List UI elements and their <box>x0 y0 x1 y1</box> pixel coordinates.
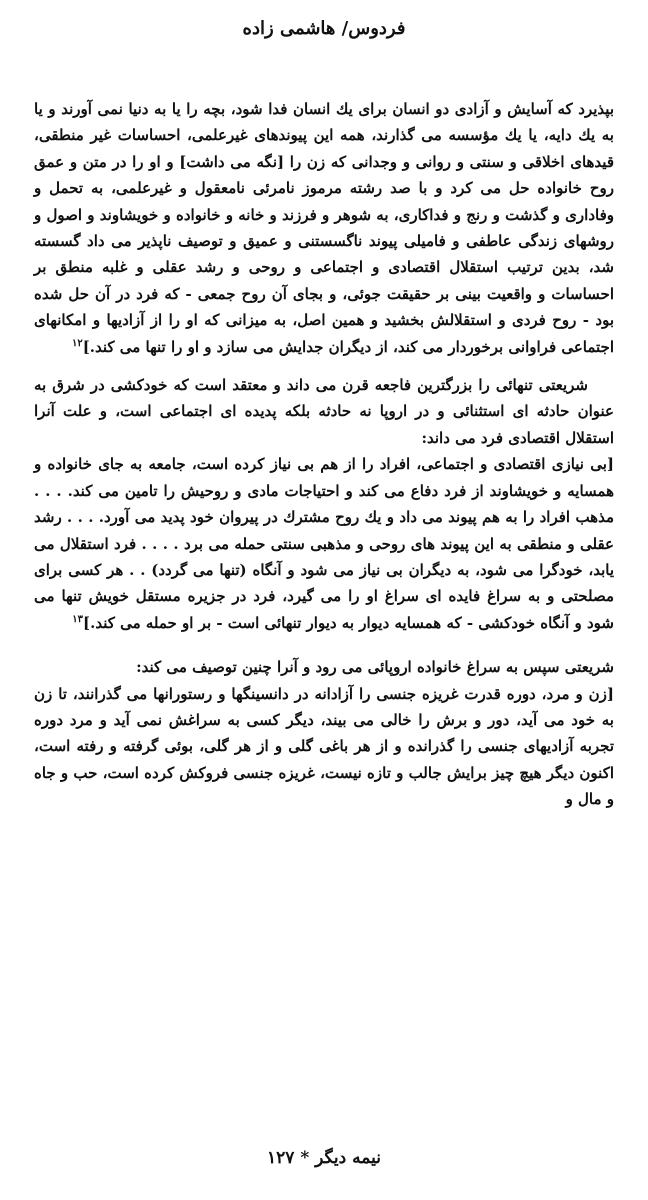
paragraph-1 <box>34 96 614 360</box>
footnote-marker-12: ١٢ <box>71 337 83 349</box>
paragraph-1-text: بپذیرد که آسایش و آزادی دو انسان برای یك انسان فدا شود، بچه را یا به دنیا نمی آورند و یا به یك دایه، یا یك مؤسسه می گذارند، همه این پیوندهای غیرعلمی، احساسات غیر منطقی، قیدهای اخلاقی و سنتی و روانی و وجدانی که زن را [نگه می داشت] و او را در متن و عمق روح خانواده حل می کرد و با صد رشته مرموز نامرئی نامعقول و غیرعلمی، به تحمل و وفاداری و گذشت و رنج و فداکاری، به شوهر و فرزند و خانه و خانواده و خویشاوند و اصول و روشهای زندگی عاطفی و فامیلی پیوند ناگسستنی و عمیق و توصیف ناپذیر می داد گسسته شد، بدین ترتیب استقلال اقتصادی و اجتماعی و روحی و رشد عقلی و غلبه منطق بر احساسات و واقعیت بینی بر حقیقت جوئی، و بجای آن روح جمعی - که فرد در آن حل شده بود - روح فردی و استقلالش بخشید و همین اصل، به میزانی که او را از آزادیها و امکانهای اجتماعی فراوانی برخوردار می کند، از دیگران جدایش می سازد و او را تنها می کند.] <box>34 100 615 356</box>
paragraph-2-text: شریعتی تنهائی را بزرگترین فاجعه قرن می داند و معتقد است که خودکشی در شرق به عنوان حادثه ای استثنائی و در اروپا نه حادثه بلکه پدیده ای اجتماعی است، و علت آنرا استقلال اقتصادی فرد می داند: <box>34 376 614 447</box>
paragraph-3 <box>34 654 614 680</box>
quote-block-1 <box>34 451 614 636</box>
quote-block-2-text: [زن و مرد، دوره قدرت غریزه جنسی را آزادانه در دانسینگها و رستورانها می گذرانند، تا زن به خود می آید، دور و برش را خالی می بیند، دیگر کسی به سراغش نمی آید و مرد دوره تجربه آزادیهای جنسی را گذرانده و از هر باغی گلی و از هر گلی، بوئی گرفته و رفته است، اکنون دیگر هیچ چیز برایش جالب و تازه نیست، غریزه جنسی فروکش کرده است، حب و جاه و مال و <box>34 684 614 809</box>
running-header: فردوس/ هاشمی زاده <box>242 18 406 39</box>
body-text <box>34 96 614 813</box>
quote-block-2 <box>34 681 614 813</box>
paragraph-3-text: شریعتی سپس به سراغ خانواده اروپائی می رود و آنرا چنین توصیف می کند: <box>136 658 614 677</box>
quote-block-1-text: [بی نیازی اقتصادی و اجتماعی، افراد را از هم بی نیاز کرده است، جامعه به جای خانواده و همسایه و خویشاوند از فرد دفاع می کند و احتیاجات مادی و روحیش را تامین می کند. . . . مذهب افراد را به هم پیوند می داد و یك روح مشترك در پیروان خود پدید می آورد. . . . رشد عقلی و منطقی به این پیوند های روحی و مذهبی سنتی حمله می برد . . . . فرد استقلال می یابد، خودگرا می شود، به دیگران بی نیاز می شود و آنگاه (تنها می گردد) . . هر کسی برای مصلحتی و به سراغ فایده ای سراغ او را می گیرد، فرد در جزیره مستقل خویش تنها می شود و آنگاه خودکشی - که همسایه دیوار به دیوار تنهائی است - بر او حمله می کند.] <box>34 455 614 632</box>
footnote-marker-13: ١٣ <box>72 613 84 625</box>
paragraph-2 <box>34 372 614 451</box>
page-footer: نیمه دیگر * ١٢٧ <box>267 1148 381 1168</box>
